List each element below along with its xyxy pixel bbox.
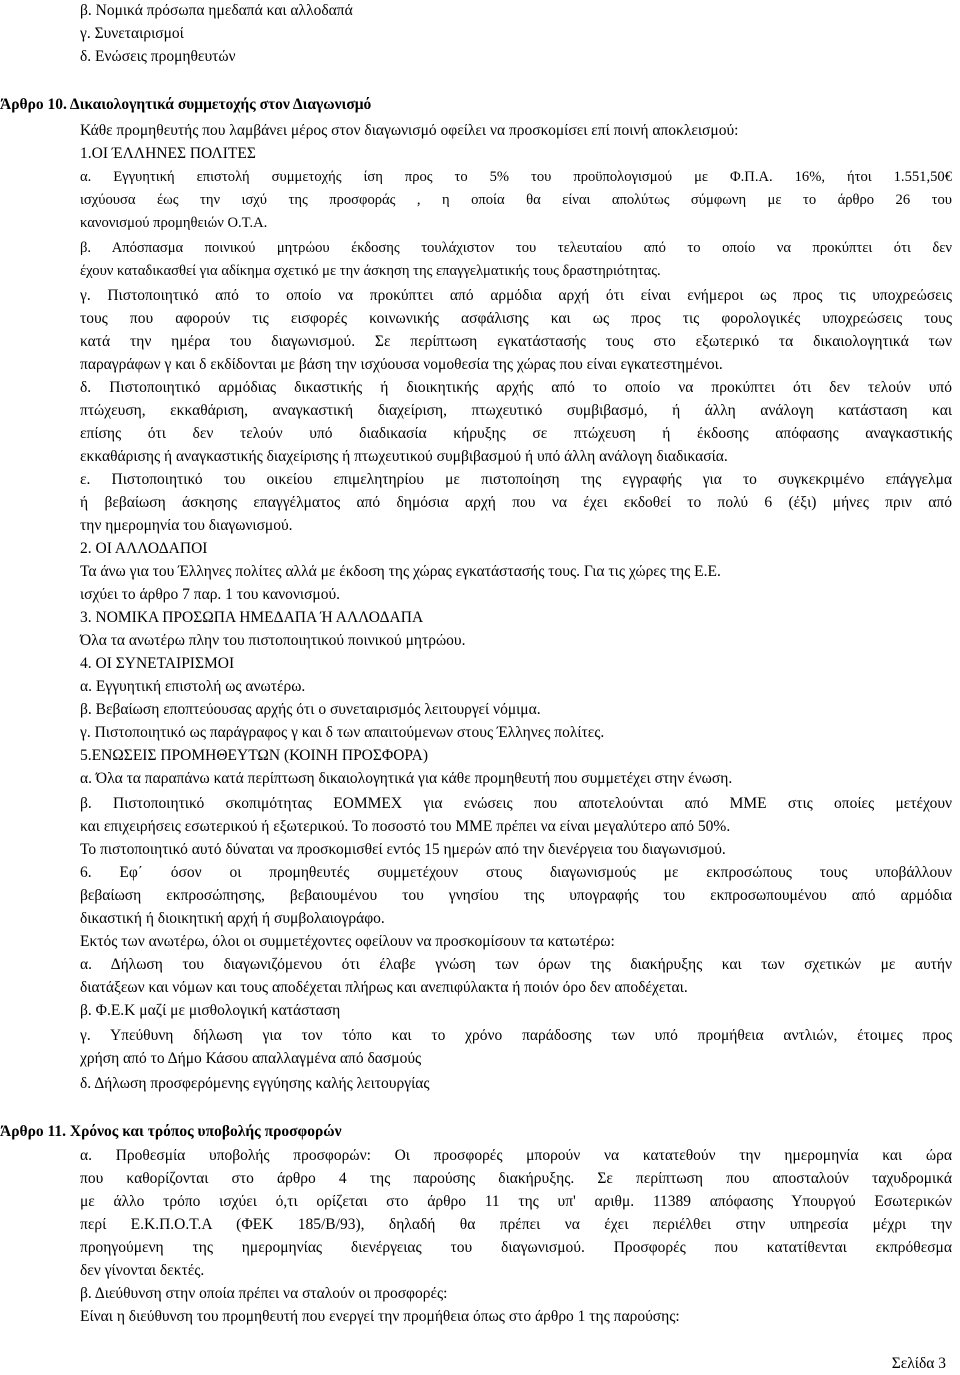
- text-line: γ. Υπεύθυνη δήλωση για τον τόπο και το χρόνο παράδοσης των υπό προμήθεια αντλιών, έτοιμες προς: [80, 1027, 952, 1044]
- text-line: Είναι η διεύθυνση του προμηθευτή που ενεργεί την προμήθεια όπως στο άρθρο 1 της παρούσης:: [80, 1308, 680, 1325]
- text-line: που καθορίζονται στο άρθρο 4 της παρούσης διακήρυξης. Σε περίπτωση που αποσταλούν ταχυδρομικά: [80, 1170, 952, 1187]
- text-line: γ. Συνεταιρισμοί: [80, 25, 184, 42]
- text-line: δ. Πιστοποιητικό αρμόδιας δικαστικής ή διοικητικής αρχής από το οποίο να προκύπτει ότι δεν τελούν υπό: [80, 379, 952, 396]
- text-line: β. Νομικά πρόσωπα ημεδαπά και αλλοδαπά: [80, 2, 353, 19]
- text-line: ισχύουσα έως την ισχύ της προσφοράς , η οποία θα είναι απολύτως σύμφωνη με το άρθρο 26 του: [80, 192, 952, 208]
- page-number: Σελίδα 3: [891, 1355, 946, 1372]
- text-line: δ. Δήλωση προσφερόμενης εγγύησης καλής λειτουργίας: [80, 1075, 430, 1092]
- text-line: Το πιστοποιητικό αυτό δύναται να προσκομισθεί εντός 15 ημερών από την διενέργεια του διαγωνισμού.: [80, 841, 726, 858]
- article-heading: Άρθρο 10. Δικαιολογητικά συμμετοχής στον Διαγωνισμό: [0, 96, 372, 113]
- text-line: α. Όλα τα παραπάνω κατά περίπτωση δικαιολογητικά για κάθε προμηθευτή που συμμετέχει στην ένωση.: [80, 770, 733, 787]
- text-line: παραγράφων γ και δ εκδίδονται με βάση την ισχύουσα νομοθεσία της χώρας που είναι εγκατεστημένοι.: [80, 356, 723, 373]
- text-line: 2. ΟΙ ΑΛΛΟΔΑΠΟΙ: [80, 540, 208, 557]
- text-line: βεβαίωση εκπροσώπησης, βεβαιουμένου του γνησίου της υπογραφής του εκπροσωπουμένου από αρμόδια: [80, 887, 952, 904]
- text-line: επίσης ότι δεν τελούν υπό διαδικασία κήρυξης σε πτώχευση ή έκδοσης απόφασης αναγκαστικής: [80, 425, 952, 442]
- text-line: εκκαθάρισης ή αναγκαστικής διαχείρισης ή πτωχευτικού συμβιβασμού ή υπό άλλη ανάλογη διαδικασία.: [80, 448, 728, 465]
- text-line: ή βεβαίωση άσκησης επαγγέλματος από δημόσια αρχή που να έχει εκδοθεί το πολύ 6 (έξι) μήνες πριν από: [80, 494, 952, 511]
- article-heading: Άρθρο 11. Χρόνος και τρόπος υποβολής προσφορών: [0, 1123, 342, 1140]
- text-line: τους που αφορούν τις εισφορές κοινωνικής ασφάλισης και ως προς τις φορολογικές υποχρεώσεις τους: [80, 310, 952, 327]
- text-line: ε. Πιστοποιητικό του οικείου επιμελητηρίου με πιστοποίηση της εγγραφής για το συγκεκριμένο επάγγελμα: [80, 471, 952, 488]
- text-line: την ημερομηνία του διαγωνισμού.: [80, 517, 293, 534]
- text-line: 1.ΟΙ ΈΛΛΗΝΕΣ ΠΟΛΙΤΕΣ: [80, 145, 256, 162]
- text-line: Όλα τα ανωτέρω πλην του πιστοποιητικού ποινικού μητρώου.: [80, 632, 466, 649]
- text-line: 6. Εφ΄ όσον οι προμηθευτές συμμετέχουν στους διαγωνισμούς με εκπροσώπους τους υποβάλλουν: [80, 864, 952, 881]
- text-line: πτώχευση, εκκαθάριση, αναγκαστική διαχείριση, πτωχευτικό συμβιβασμό, ή άλλη ανάλογη κατάσταση και: [80, 402, 952, 419]
- text-line: 4. ΟΙ ΣΥΝΕΤΑΙΡΙΣΜΟΙ: [80, 655, 235, 672]
- text-line: α. Προθεσμία υποβολής προσφορών: Οι προσφορές μπορούν να κατατεθούν την ημερομηνία και ώρα: [80, 1147, 952, 1164]
- text-line: β. Φ.Ε.Κ μαζί με μισθολογική κατάσταση: [80, 1002, 341, 1019]
- text-line: γ. Πιστοποιητικό ως παράγραφος γ και δ των απαιτούμενων στους Έλληνες πολίτες.: [80, 724, 605, 741]
- text-line: δικαστική ή διοικητική αρχή ή συμβολαιογράφο.: [80, 910, 385, 927]
- text-line: α. Εγγυητική επιστολή συμμετοχής ίση προς το 5% του προϋπολογισμού με Φ.Π.Α. 16%, ήτοι 1.551,50€: [80, 169, 952, 185]
- text-line: 3. ΝΟΜΙΚΑ ΠΡΟΣΩΠΑ ΗΜΕΔΑΠΑ Ή ΑΛΛΟΔΑΠΑ: [80, 609, 424, 626]
- text-line: β. Πιστοποιητικό σκοπιμότητας ΕΟΜΜΕΧ για ενώσεις που αποτελούνται από ΜΜΕ στις οποίες μετέχουν: [80, 795, 952, 812]
- text-line: α. Εγγυητική επιστολή ως ανωτέρω.: [80, 678, 306, 695]
- text-line: α. Δήλωση του διαγωνιζόμενου ότι έλαβε γνώση των όρων της διακήρυξης και των σχετικών με αυτήν: [80, 956, 952, 973]
- text-line: Εκτός των ανωτέρω, όλοι οι συμμετέχοντες οφείλουν να προσκομίσουν τα κατωτέρω:: [80, 933, 615, 950]
- text-line: περί Ε.Κ.Π.Ο.Τ.Α (ΦΕΚ 185/Β/93), δηλαδή θα πρέπει να έχει περιέλθει στην υπηρεσία μέχρι την: [80, 1216, 952, 1233]
- text-line: έχουν καταδικασθεί για αδίκημα σχετικό με την άσκηση της επαγγελματικής τους δραστηριότητας.: [80, 263, 661, 279]
- text-line: Τα άνω για του Έλληνες πολίτες αλλά με έκδοση της χώρας εγκατάστασής τους. Για τις χώρες της Ε.Ε.: [80, 563, 721, 580]
- text-line: κατά την ημέρα του διαγωνισμού. Σε περίπτωση εγκατάστασής τους στο εξωτερικό τα δικαιολογητικά των: [80, 333, 952, 350]
- text-line: κανονισμού προμηθειών Ο.Τ.Α.: [80, 215, 268, 231]
- text-line: διατάξεων και νόμων και τους αποδέχεται πλήρως και ανεπιφύλακτα ή ποιόν όρο δεν αποδέχεται.: [80, 979, 688, 996]
- text-line: β. Βεβαίωση εποπτεύουσας αρχής ότι ο συνεταιρισμός λειτουργεί νόμιμα.: [80, 701, 541, 718]
- text-line: προηγούμενη της ημερομηνίας διενέργειας του διαγωνισμού. Προσφορές που κατατίθενται εκπρόθεσμα: [80, 1239, 952, 1256]
- text-line: δ. Ενώσεις προμηθευτών: [80, 48, 236, 65]
- text-line: β. Απόσπασμα ποινικού μητρώου έκδοσης τουλάχιστον του τελευταίου από το οποίο να προκύπτει ότι δεν: [80, 240, 952, 256]
- text-line: β. Διεύθυνση στην οποία πρέπει να σταλούν οι προσφορές:: [80, 1285, 448, 1302]
- text-line: δεν γίνονται δεκτές.: [80, 1262, 205, 1279]
- text-line: ισχύει το άρθρο 7 παρ. 1 του κανονισμού.: [80, 586, 341, 603]
- text-line: 5.ΕΝΩΣΕΙΣ ΠΡΟΜΗΘΕΥΤΩΝ (ΚΟΙΝΗ ΠΡΟΣΦΟΡΑ): [80, 747, 428, 764]
- text-line: χρήση από το Δήμο Κάσου απαλλαγμένα από δασμούς: [80, 1050, 422, 1067]
- text-line: Κάθε προμηθευτής που λαμβάνει μέρος στον διαγωνισμό οφείλει να προσκομίσει επί ποινή αποκλεισμού:: [80, 122, 739, 139]
- text-line: και επιχειρήσεις εσωτερικού ή εξωτερικού. Το ποσοστό του ΜΜΕ πρέπει να είναι μεγαλύτερο από 50%.: [80, 818, 731, 835]
- text-line: με άλλο τρόπο ισχύει ό,τι ορίζεται στο άρθρο 11 της υπ' αριθμ. 11389 απόφασης Υπουργού Εσωτερικών: [80, 1193, 952, 1210]
- text-line: γ. Πιστοποιητικό από το οποίο να προκύπτει από αρμόδια αρχή ότι είναι ενήμεροι ως προς τις υποχρεώσεις: [80, 287, 952, 304]
